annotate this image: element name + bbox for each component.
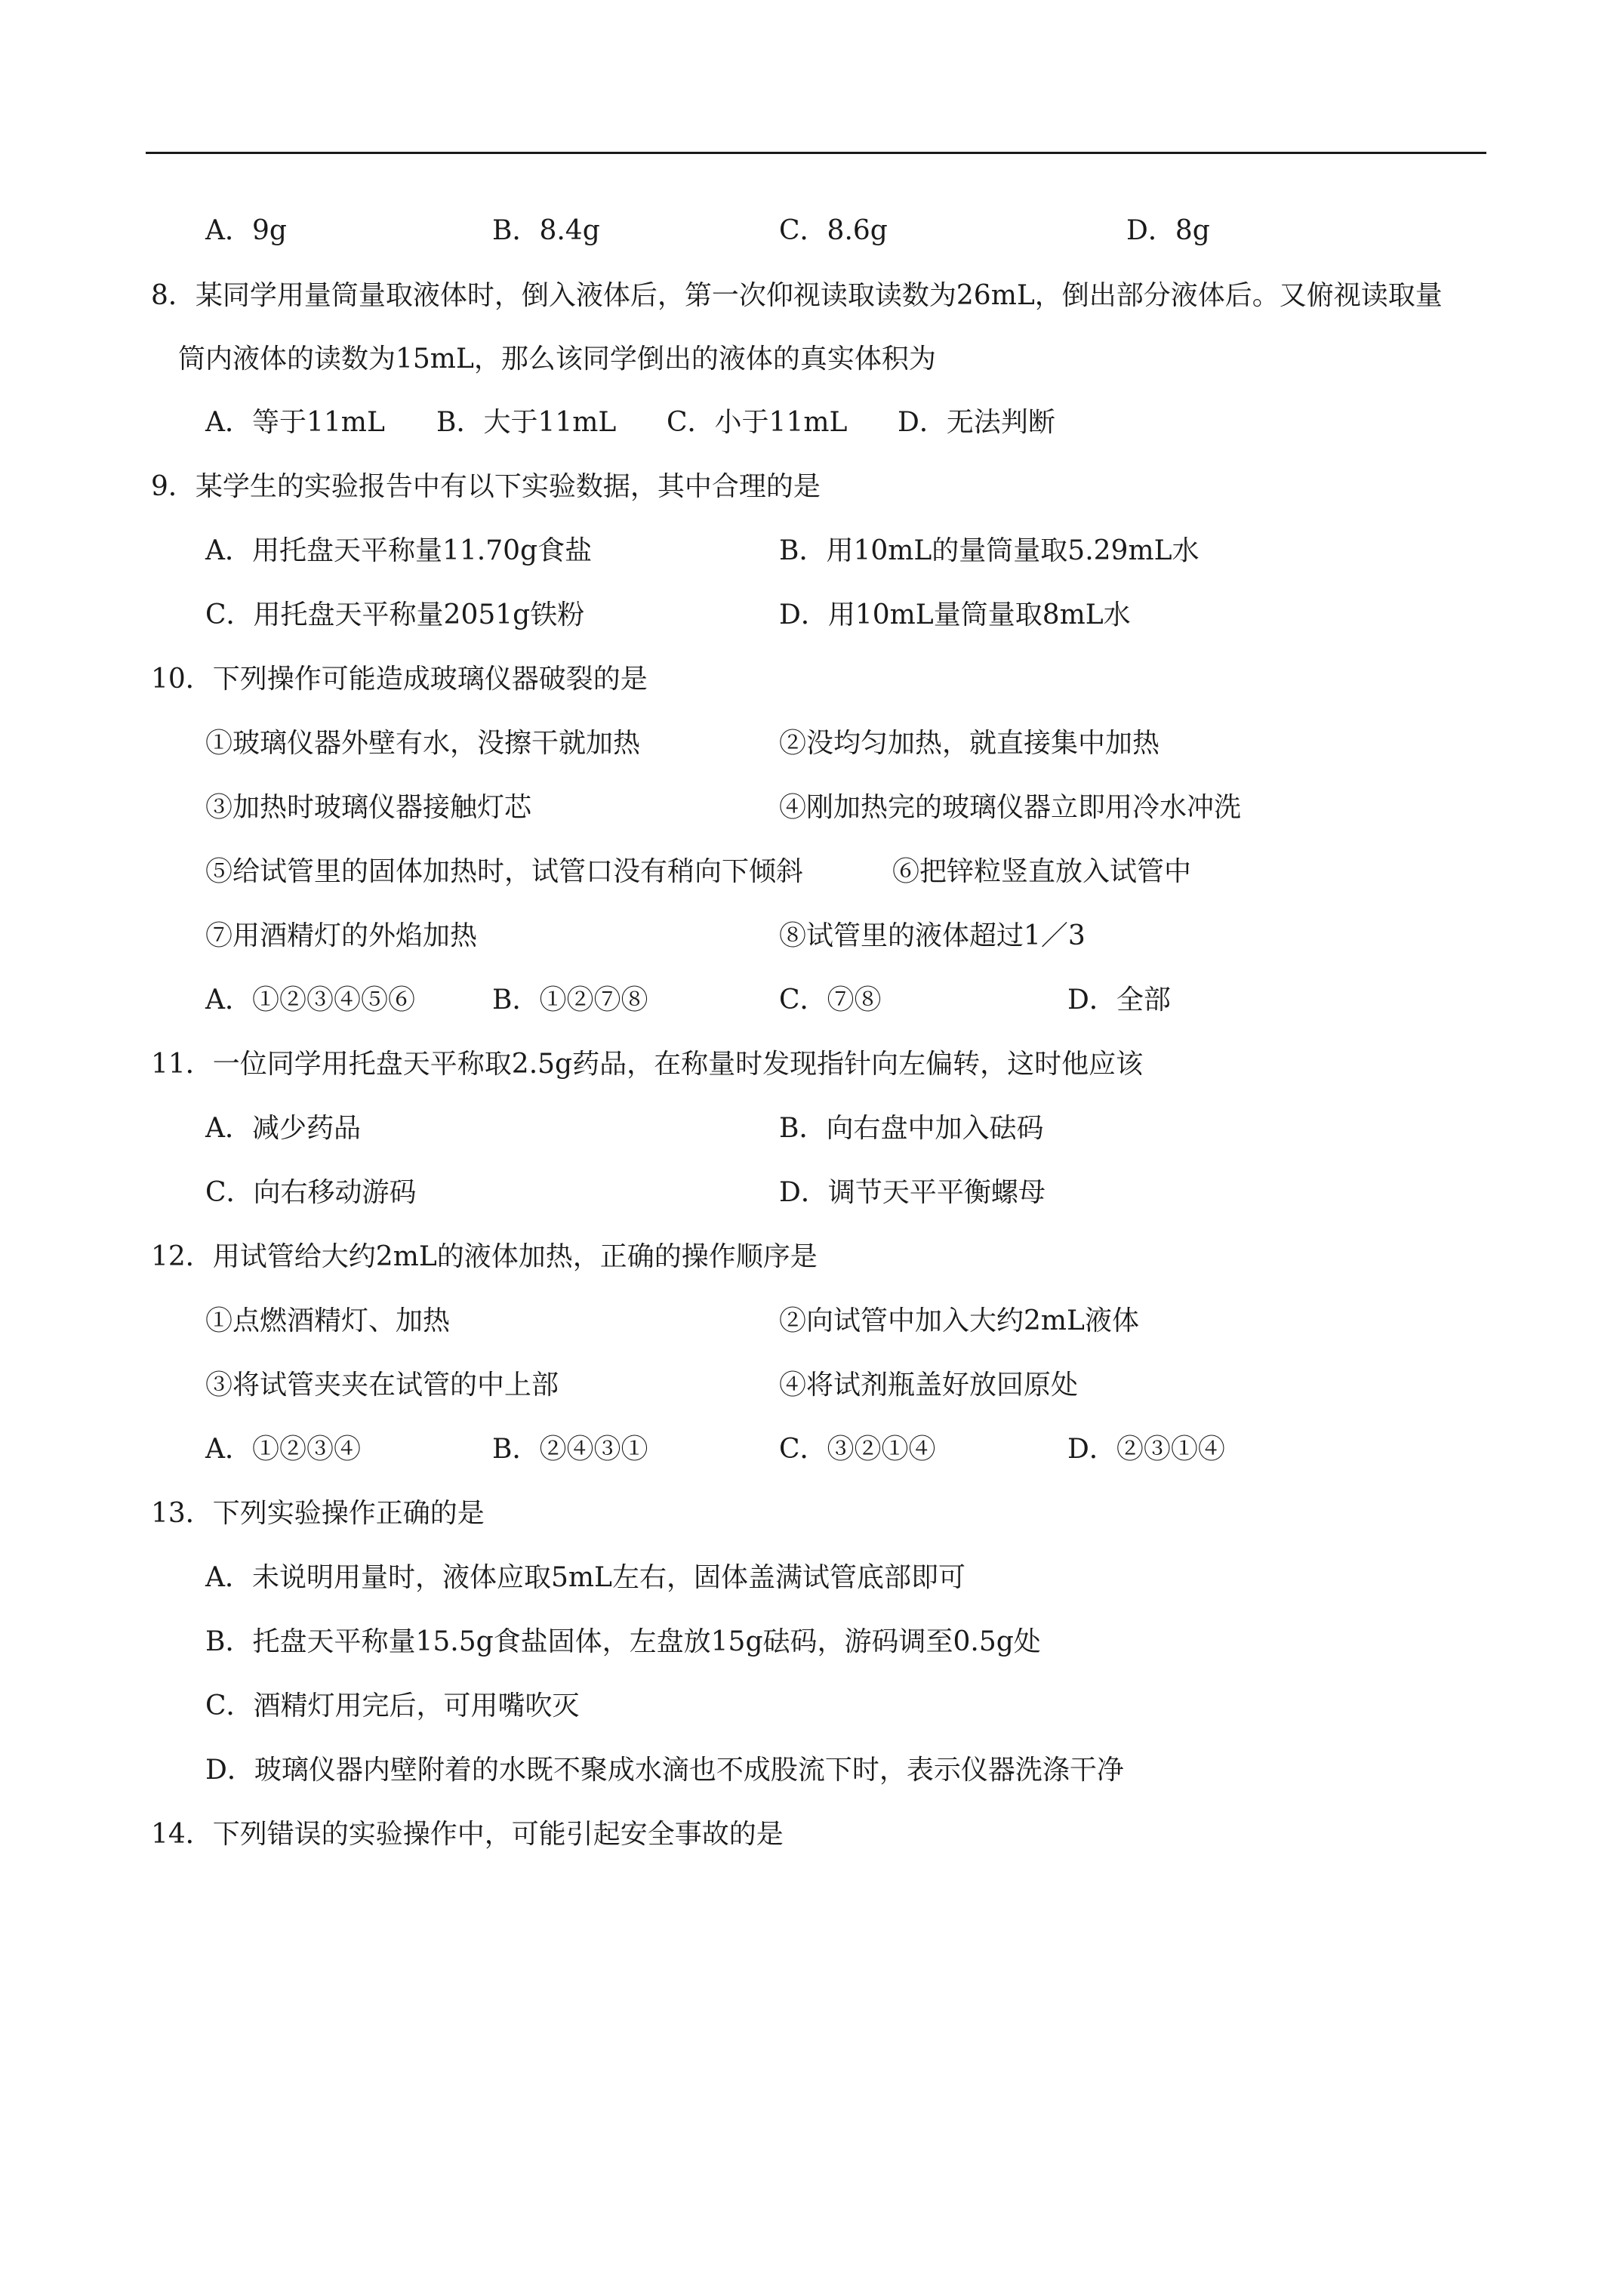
q8-stem-line1: 8．某同学用量筒量取液体时，倒入液体后，第一次仰视读取读数为26mL，倒出部分液体后。又俯视读取量 [151, 280, 1443, 311]
q11-option-b: B．向右盘中加入砝码 [779, 1113, 1044, 1144]
q12-item-3: ③将试管夹夹在试管的中上部 [205, 1370, 559, 1401]
q7-option-b: B．8.4g [492, 215, 600, 246]
q10-option-b: B．①②⑦⑧ [492, 985, 648, 1015]
q7-option-d: D．8g [1126, 215, 1210, 246]
q10-option-d: D．全部 [1067, 985, 1171, 1015]
q13-option-b: B．托盘天平称量15.5g食盐固体，左盘放15g砝码，游码调至0.5g处 [205, 1626, 1041, 1657]
q10-item-3: ③加热时玻璃仪器接触灯芯 [205, 792, 532, 823]
q11-stem: 11．一位同学用托盘天平称取2.5g药品，在称量时发现指针向左偏转，这时他应该 [151, 1049, 1144, 1080]
q8-option-b: B．大于11mL [436, 407, 617, 438]
q10-item-7: ⑦用酒精灯的外焰加热 [205, 920, 478, 951]
q11-option-a: A．减少药品 [205, 1113, 361, 1144]
q10-stem: 10．下列操作可能造成玻璃仪器破裂的是 [151, 664, 648, 695]
q8-option-d: D．无法判断 [898, 407, 1055, 438]
q12-stem: 12．用试管给大约2mL的液体加热，正确的操作顺序是 [151, 1241, 818, 1272]
q9-stem: 9．某学生的实验报告中有以下实验数据，其中合理的是 [151, 471, 821, 502]
q12-item-4: ④将试剂瓶盖好放回原处 [779, 1370, 1079, 1401]
q10-option-a: A．①②③④⑤⑥ [205, 985, 415, 1015]
q12-option-c: C．③②①④ [779, 1434, 936, 1465]
q11-option-c: C．向右移动游码 [205, 1177, 417, 1208]
q12-option-d: D．②③①④ [1067, 1434, 1225, 1465]
q10-option-c: C．⑦⑧ [779, 985, 882, 1015]
q12-option-b: B．②④③① [492, 1434, 648, 1465]
q11-option-d: D．调节天平平衡螺母 [779, 1177, 1046, 1208]
q14-stem: 14．下列错误的实验操作中，可能引起安全事故的是 [151, 1819, 784, 1850]
q9-option-c: C．用托盘天平称量2051g铁粉 [205, 599, 585, 630]
q10-item-5: ⑤给试管里的固体加热时，试管口没有稍向下倾斜 [205, 856, 804, 887]
q13-option-d: D．玻璃仪器内壁附着的水既不聚成水滴也不成股流下时，表示仪器洗涤干净 [205, 1755, 1124, 1786]
q10-item-2: ②没均匀加热，就直接集中加热 [779, 728, 1160, 759]
q10-item-6: ⑥把锌粒竖直放入试管中 [892, 856, 1192, 887]
q10-item-1: ①玻璃仪器外壁有水，没擦干就加热 [205, 728, 641, 759]
q9-option-d: D．用10mL量筒量取8mL水 [779, 599, 1131, 630]
q13-option-a: A．未说明用量时，液体应取5mL左右，固体盖满试管底部即可 [205, 1562, 965, 1593]
q7-option-c: C．8.6g [779, 215, 888, 246]
q12-item-2: ②向试管中加入大约2mL液体 [779, 1305, 1139, 1336]
q7-option-a: A．9g [205, 215, 287, 246]
q9-option-a: A．用托盘天平称量11.70g食盐 [205, 535, 593, 566]
q12-item-1: ①点燃酒精灯、加热 [205, 1305, 451, 1336]
q8-option-c: C．小于11mL [667, 407, 848, 438]
q9-option-b: B．用10mL的量筒量取5.29mL水 [779, 535, 1200, 566]
q13-option-c: C．酒精灯用完后，可用嘴吹灭 [205, 1690, 580, 1721]
header-rule [146, 152, 1486, 154]
q13-stem: 13．下列实验操作正确的是 [151, 1498, 485, 1529]
q10-item-4: ④刚加热完的玻璃仪器立即用冷水冲洗 [779, 792, 1242, 823]
q10-item-8: ⑧试管里的液体超过1／3 [779, 920, 1086, 951]
q8-stem-line2: 筒内液体的读数为15mL，那么该同学倒出的液体的真实体积为 [178, 344, 936, 374]
q8-option-a: A．等于11mL [205, 407, 385, 438]
q12-option-a: A．①②③④ [205, 1434, 361, 1465]
